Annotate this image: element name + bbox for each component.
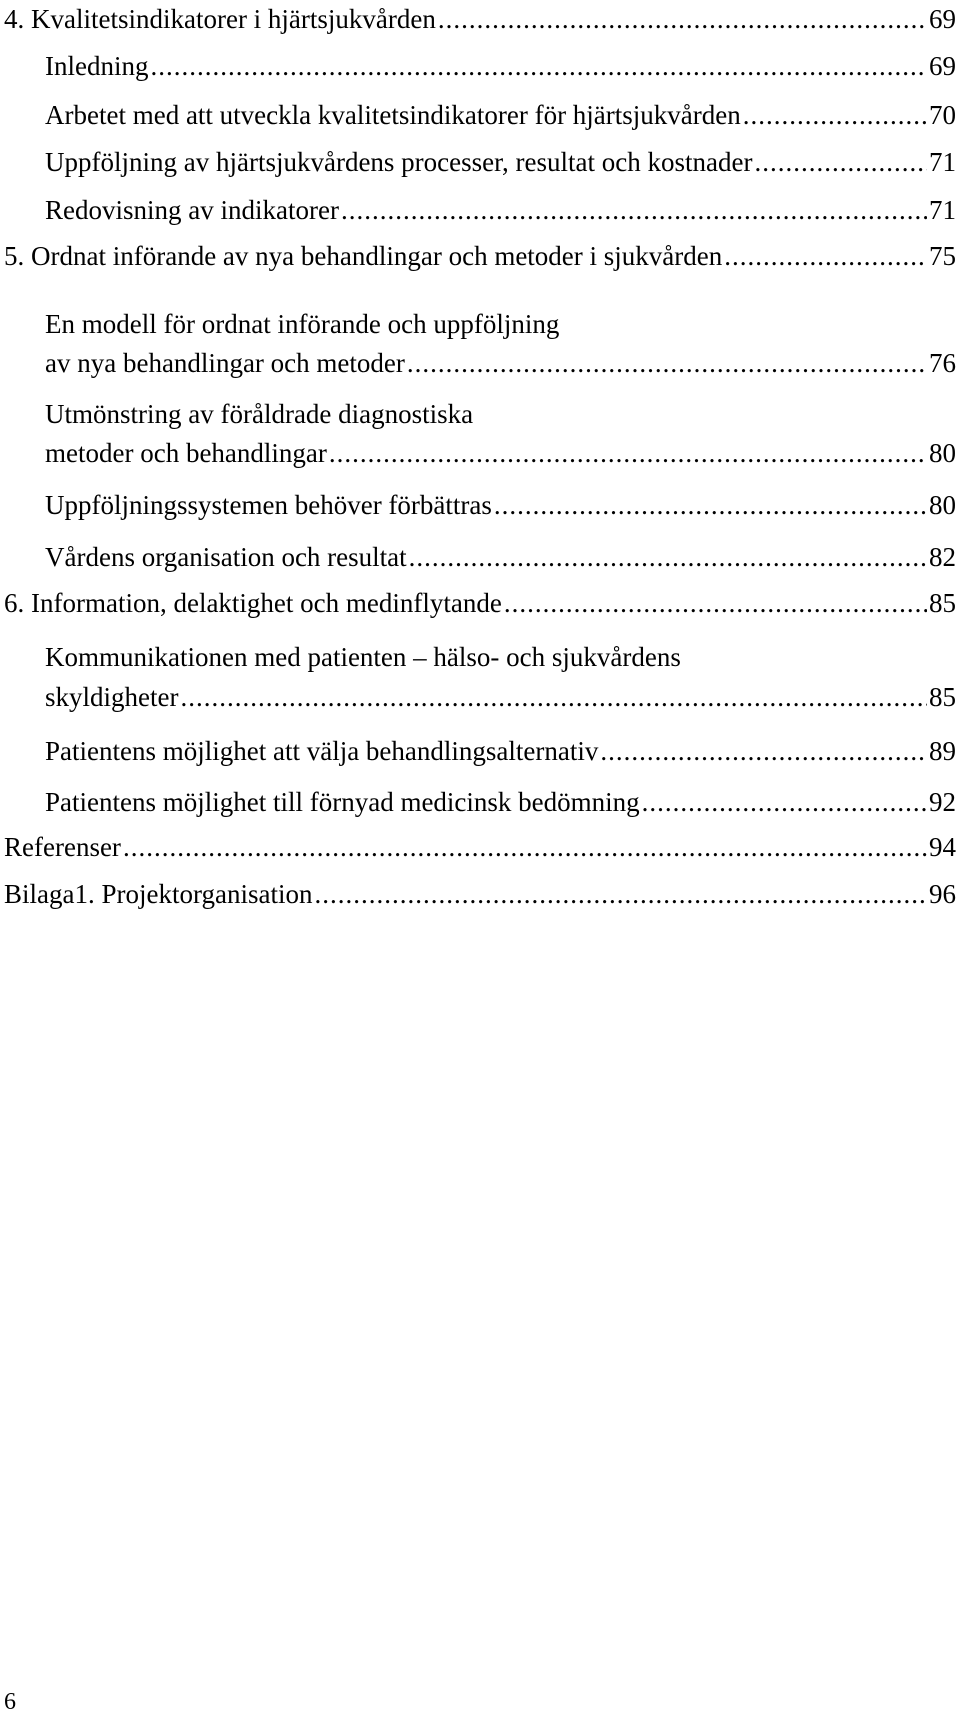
toc-entry-ordnat-inforande-title-line1 (45, 307, 956, 341)
toc-entry-redovisning[interactable] (45, 193, 956, 227)
toc-entry-title: Arbetet med att utveckla kvalitetsindikatorer för hjärtsjukvården (45, 100, 741, 130)
toc-entry-title: 5. Ordnat införande av nya behandlingar och metoder i sjukvården (4, 241, 723, 271)
dot-leader (504, 586, 927, 620)
toc-entry-page: 80 (929, 438, 956, 468)
toc-entry-utmonstring[interactable] (45, 436, 956, 470)
dot-leader (180, 680, 927, 714)
toc-entry-title: Uppföljningssystemen behöver förbättras (45, 490, 492, 520)
toc-entry-page: 69 (929, 4, 956, 34)
toc-entry-title: Referenser (4, 832, 121, 862)
toc-entry-page: 76 (929, 348, 956, 378)
dot-leader (724, 239, 927, 273)
toc-entry-page: 82 (929, 542, 956, 572)
dot-leader (341, 193, 927, 227)
dot-leader (754, 145, 927, 179)
toc-entry-title: 6. Information, delaktighet och medinflytande (4, 588, 502, 618)
toc-entry-title: Patientens möjlighet att välja behandlingsalternativ (45, 736, 599, 766)
toc-entry-inledning[interactable] (45, 49, 956, 83)
toc-entry-page: 75 (929, 241, 956, 271)
toc-entry-title-line1: En modell för ordnat införande och uppföljning (45, 309, 560, 339)
toc-entry-utmonstring-title-line1 (45, 397, 956, 431)
dot-leader (329, 436, 927, 470)
dot-leader (314, 877, 927, 911)
toc-entry-bilaga1[interactable] (4, 877, 956, 911)
toc-entry-title-line1: Utmönstring av föråldrade diagnostiska (45, 399, 474, 429)
toc-entry-chapter-6[interactable] (4, 586, 956, 620)
toc-entry-page: 92 (929, 787, 956, 817)
toc-entry-chapter-5[interactable] (4, 239, 956, 273)
toc-entry-valja-behandlingsalternativ[interactable] (45, 734, 956, 768)
dot-leader (150, 49, 927, 83)
dot-leader (123, 830, 927, 864)
toc-entry-page: 71 (929, 147, 956, 177)
toc-entry-title: Vårdens organisation och resultat (45, 542, 407, 572)
toc-entry-vardens-organisation[interactable] (45, 540, 956, 574)
toc-entry-modell[interactable] (45, 346, 956, 380)
toc-entry-title: skyldigheter (45, 682, 179, 712)
toc-entry-title: Patientens möjlighet till förnyad medicinsk bedömning (45, 787, 640, 817)
toc-entry-title: metoder och behandlingar (45, 438, 327, 468)
dot-leader (642, 785, 927, 819)
toc-entry-title: av nya behandlingar och metoder (45, 348, 405, 378)
toc-entry-uppfoljning[interactable] (45, 145, 956, 179)
toc-entry-kommunikationen-title-line1 (45, 640, 956, 674)
dot-leader (743, 98, 927, 132)
toc-entry-title: Uppföljning av hjärtsjukvårdens processer, resultat och kostnader (45, 147, 753, 177)
toc-entry-page: 80 (929, 490, 956, 520)
toc-entry-page: 71 (929, 195, 956, 225)
toc-entry-page: 96 (929, 879, 956, 909)
toc-entry-page: 69 (929, 51, 956, 81)
dot-leader (494, 488, 927, 522)
toc-entry-referenser[interactable] (4, 830, 956, 864)
toc-entry-chapter-4[interactable] (4, 2, 956, 36)
toc-entry-page: 94 (929, 832, 956, 862)
dot-leader (600, 734, 927, 768)
toc-entry-page: 85 (929, 588, 956, 618)
dot-leader (407, 346, 927, 380)
toc-entry-title-line1: Kommunikationen med patienten – hälso- och sjukvårdens (45, 642, 681, 672)
toc-entry-page: 70 (929, 100, 956, 130)
toc-entry-fornyad-bedomning[interactable] (45, 785, 956, 819)
toc-entry-title: Redovisning av indikatorer (45, 195, 339, 225)
toc-entry-title: 4. Kvalitetsindikatorer i hjärtsjukvården (4, 4, 436, 34)
toc-entry-page: 89 (929, 736, 956, 766)
toc-entry-title: Bilaga1. Projektorganisation (4, 879, 313, 909)
page-number: 6 (4, 1689, 16, 1715)
toc-entry-title: Inledning (45, 51, 149, 81)
toc-entry-uppfoljningssystemen[interactable] (45, 488, 956, 522)
dot-leader (438, 2, 927, 36)
toc-entry-kommunikationen[interactable] (45, 680, 956, 714)
dot-leader (409, 540, 927, 574)
toc-entry-page: 85 (929, 682, 956, 712)
toc-entry-arbetet[interactable] (45, 98, 956, 132)
